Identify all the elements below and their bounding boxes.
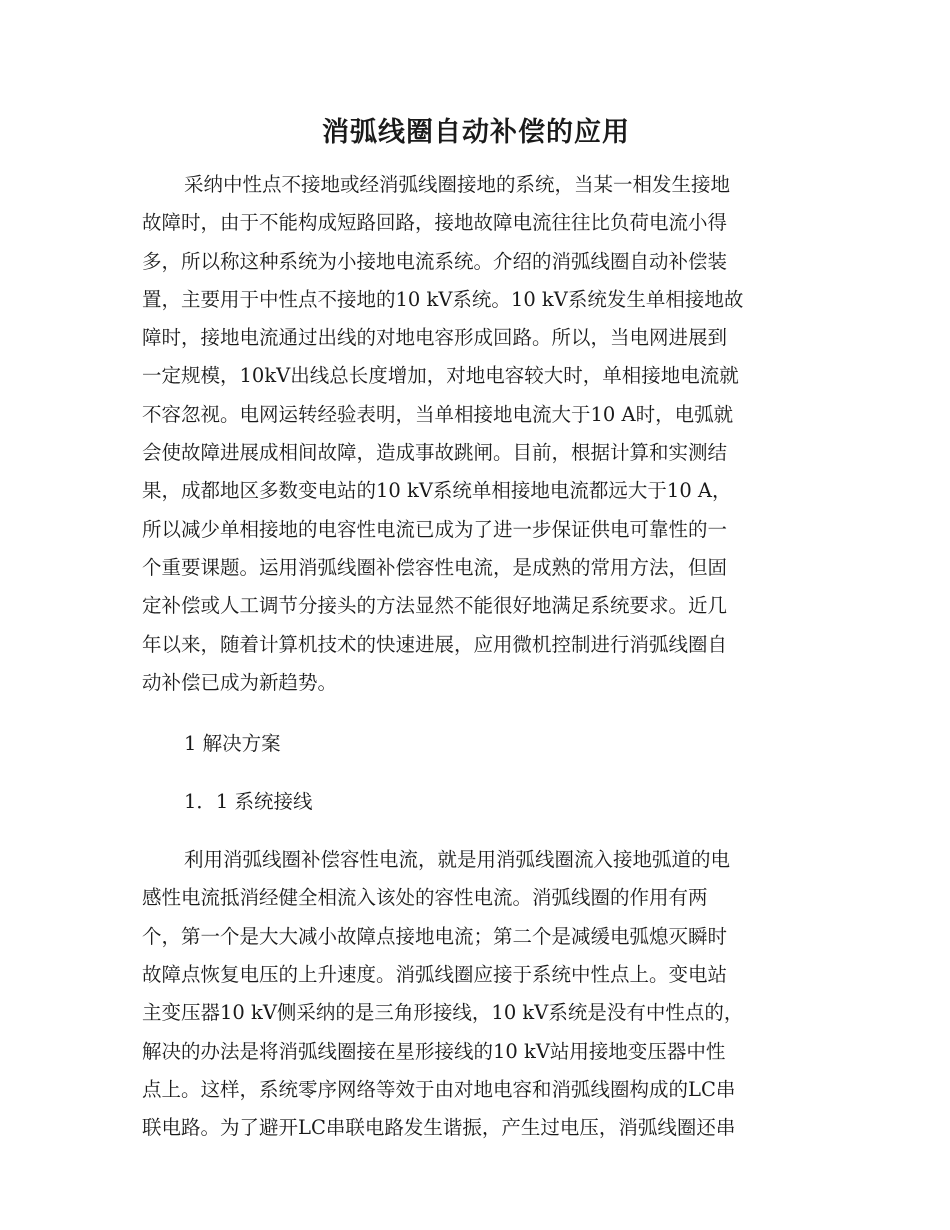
text-line: 年以来，随着计算机技术的快速进展，应用微机控制进行消弧线圈自 xyxy=(142,632,728,656)
document-page xyxy=(142,108,810,1148)
text-line: 点上。这样，系统零序网络等效于由对地电容和消弧线圈构成的LC串 xyxy=(142,1077,736,1101)
section-paragraph xyxy=(142,841,810,1147)
text-line: 障时，接地电流通过出线的对地电容形成回路。所以，当电网进展到 xyxy=(142,326,728,350)
subsection-heading: 1．1 系统接线 xyxy=(184,790,313,814)
text-line: 个重要课题。运用消弧线圈补偿容性电流，是成熟的常用方法，但固 xyxy=(142,555,728,579)
text-line: 故障时，由于不能构成短路回路，接地故障电流往往比负荷电流小得 xyxy=(142,211,728,235)
text-line: 动补偿已成为新趋势。 xyxy=(142,670,338,694)
text-line: 利用消弧线圈补偿容性电流，就是用消弧线圈流入接地弧道的电 xyxy=(184,848,731,872)
text-line: 一定规模，10kV出线总长度增加，对地电容较大时，单相接地电流就 xyxy=(142,364,739,388)
text-line: 感性电流抵消经健全相流入该处的容性电流。消弧线圈的作用有两 xyxy=(142,886,708,910)
text-line: 置，主要用于中性点不接地的10 kV系统。10 kV系统发生单相接地故 xyxy=(142,287,744,311)
text-line: 解决的办法是将消弧线圈接在星形接线的10 kV站用接地变压器中性 xyxy=(142,1039,726,1063)
text-line: 联电路。为了避开LC串联电路发生谐振，产生过电压，消弧线圈还串 xyxy=(142,1116,736,1140)
text-line: 采纳中性点不接地或经消弧线圈接地的系统，当某一相发生接地 xyxy=(184,173,731,196)
section-heading: 1 解决方案 xyxy=(184,732,281,756)
text-line: 个，第一个是大大减小故障点接地电流；第二个是减缓电弧熄灭瞬时 xyxy=(142,924,728,948)
text-line: 果，成都地区多数变电站的10 kV系统单相接地电流都远大于10 A， xyxy=(142,479,732,503)
text-line: 主变压器10 kV侧采纳的是三角形接线，10 kV系统是没有中性点的， xyxy=(142,1001,744,1025)
text-line: 故障点恢复电压的上升速度。消弧线圈应接于系统中性点上。变电站 xyxy=(142,963,728,987)
text-line: 所以减少单相接地的电容性电流已成为了进一步保证供电可靠性的一 xyxy=(142,517,728,541)
text-line: 不容忽视。电网运转经验表明，当单相接地电流大于10 A时，电弧就 xyxy=(142,402,734,426)
document-title: 消弧线圈自动补偿的应用 xyxy=(322,117,630,148)
text-line: 定补偿或人工调节分接头的方法显然不能很好地满足系统要求。近几 xyxy=(142,594,728,618)
text-line: 会使故障进展成相间故障，造成事故跳闸。目前，根据计算和实测结 xyxy=(142,441,728,465)
intro-paragraph xyxy=(142,166,810,702)
text-line: 多，所以称这种系统为小接地电流系统。介绍的消弧线圈自动补偿装 xyxy=(142,249,728,273)
